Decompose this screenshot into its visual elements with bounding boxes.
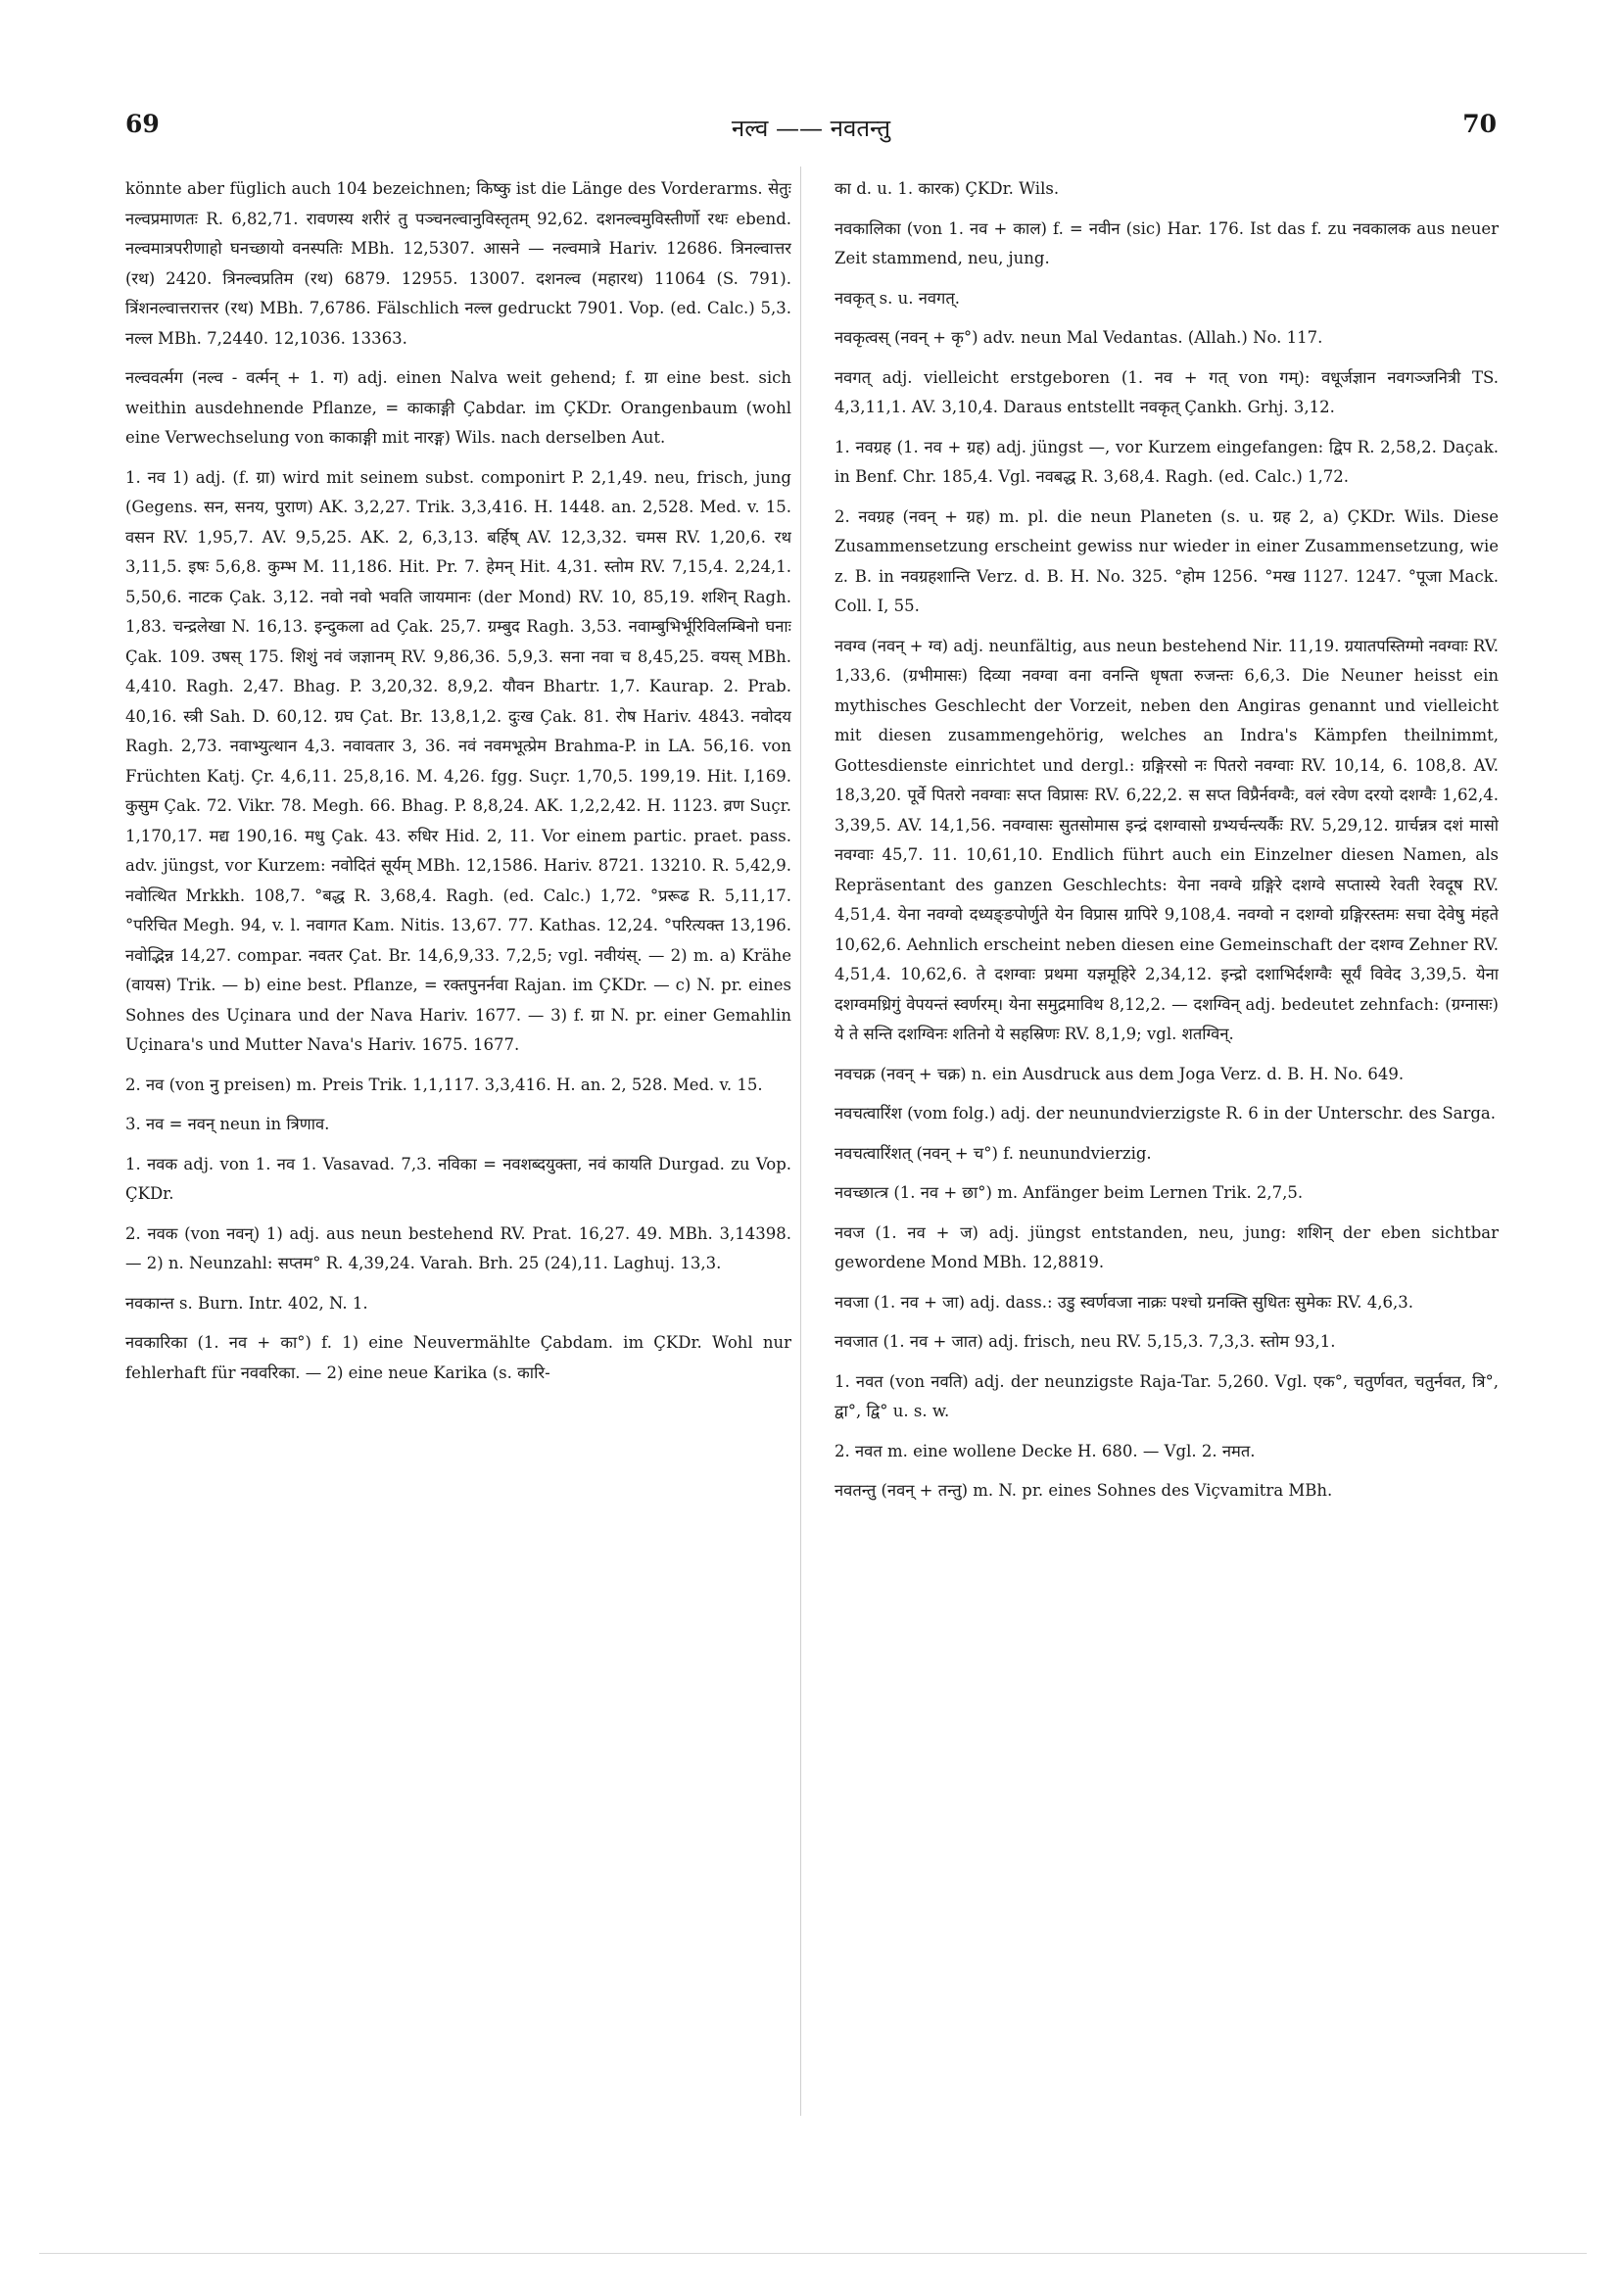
entry-paragraph: könnte aber füglich auch 104 bezeichnen; किष्कु ist die Länge des Vorderarms. सेतुः नल्वप्रमाणतः R. 6,82,71. रावणस्य शरीरं तु पञ्चनल्वानुविस्तृतम् 92,62. दशनल्वमुविस्तीर्णो रथः ebend. नल्वमात्रपरीणाहो घनच्छायो वनस्पतिः MBh. 12,5307. आसने — नल्वमात्रे Hariv. 12686. त्रिनल्वात्तर (रथ) 2420. त्रिनल्वप्रतिम (रथ) 6879. 12955. 13007. दशनल्व (महारथ) 11064 (S. 791). त्रिंशनल्वात्तरात्तर (रथ) MBh. 7,6786. Fälschlich नल्ल gedruckt 7901. Vop. (ed. Calc.) 5,3. नल्ल MBh. 7,2440. 12,1036. 13363. bbox=[125, 179, 791, 348]
entry-paragraph: नवजा (1. नव + जा) adj. dass.: उडु स्वर्णवजा नाक्रः पश्चो ग्रनक्ति सुधितः सुमेकः RV. 4,6,3. bbox=[835, 1292, 1414, 1312]
entry-paragraph: नल्ववर्त्मग (नल्व - वर्त्मन् + 1. ग) adj. einen Nalva weit gehend; f. ग्रा eine best. sich weithin ausdehnende Pflanze, = काकाङ्गी Çabdar. im ÇKDr. Orangenbaum (wohl eine Verwechselung von काकाङ्गी mit नारङ्ग) Wils. nach derselben Aut. bbox=[125, 368, 791, 447]
entry-paragraph: 2. नव (von नु preisen) m. Preis Trik. 1,1,117. 3,3,416. H. an. 2, 528. Med. v. 15. bbox=[125, 1075, 763, 1094]
entry-paragraph: नवतन्तु (नवन् + तन्तु) m. N. pr. eines Sohnes des Viçvamitra MBh. bbox=[835, 1481, 1333, 1500]
left-page-number: 69 bbox=[125, 110, 160, 138]
entry-paragraph: नवच्छात्त्र (1. नव + छा°) m. Anfänger beim Lernen Trik. 2,7,5. bbox=[835, 1183, 1304, 1202]
entry-paragraph: 3. नव = नवन् neun in त्रिणाव. bbox=[125, 1115, 330, 1133]
entry-paragraph: 1. नव 1) adj. (f. ग्रा) wird mit seinem subst. componirt P. 2,1,49. neu, frisch, jung (Gegens. सन, सनय, पुराण) AK. 3,2,27. Trik. 3,3,416. H. 1448. an. 2,528. Med. v. 15. वसन RV. 1,95,7. AV. 9,5,25. AK. 2, 6,3,13. बर्हिष् AV. 12,3,32. चमस RV. 1,20,6. रथ 3,11,5. इषः 5,6,8. कुम्भ M. 11,186. Hit. Pr. 7. हेमन् Hit. 4,31. स्तोम RV. 7,15,4. 2,24,1. 5,50,6. नाटक Çak. 3,12. नवो नवो भवति जायमानः (der Mond) RV. 10, 85,19. शशिन् Ragh. 1,83. चन्द्रलेखा N. 16,13. इन्दुकला ad Çak. 25,7. ग्रम्बुद Ragh. 3,53. नवाम्बुभिर्भूरिविलम्बिनो घनाः Çak. 109. उषस् 175. शिशुं नवं जज्ञानम् RV. 9,86,36. 5,9,3. सना नवा च 8,45,25. वयस् MBh. 4,410. Ragh. 2,47. Bhag. P. 3,20,32. 8,9,2. यौवन Bhartr. 1,7. Kaurap. 2. Prab. 40,16. स्त्री Sah. D. 60,12. ग्रघ Çat. Br. 13,8,1,2. दुःख Çak. 81. रोष Hariv. 4843. नवोदय Ragh. 2,73. नवाभ्युत्थान 4,3. नवावतार 3, 36. नवं नवमभूत्प्रेम Brahma-P. in LA. 56,16. von Früchten Katj. Çr. 4,6,11. 25,8,16. M. 4,26. fgg. Suçr. 1,70,5. 199,19. Hit. I,169. कुसुम Çak. 72. Vikr. 78. Megh. 66. Bhag. P. 8,8,24. AK. 1,2,2,42. H. 1123. व्रण Suçr. 1,170,17. मद्य 190,16. मधु Çak. 43. रुधिर Hid. 2, 11. Vor einem partic. praet. pass. adv. jüngst, vor Kurzem: नवोदितं सूर्यम् MBh. 12,1586. Hariv. 8721. 13210. R. 5,42,9. नवोत्थित Mrkkh. 108,7. °बद्ध R. 3,68,4. Ragh. (ed. Calc.) 1,72. °प्ररूढ R. 5,11,17. °परिचित Megh. 94, v. l. नवागत Kam. Nitis. 13,67. 77. Kathas. 12,24. °परित्यक्त 13,196. नवोद्भिन्न 14,27. compar. नवतर Çat. Br. 14,6,9,33. 7,2,5; vgl. नवीयंस्. — 2) m. a) Krähe (वायस) Trik. — b) eine best. Pflanze, = रक्तपुनर्नवा Rajan. im ÇKDr. — c) N. pr. eines Sohnes des Uçinara und der Nava Hariv. 1677. — 3) f. ग्रा N. pr. einer Gemahlin Uçinara's und Mutter Nava's Hariv. 1675. 1677. bbox=[125, 467, 791, 1054]
entry-paragraph: नवकृत् s. u. नवगत्. bbox=[835, 288, 960, 308]
entry-paragraph: 1. नवग्रह (1. नव + ग्रह) adj. jüngst —, vor Kurzem eingefangen: द्विप R. 2,58,2. Daçak. in Benf. Chr. 185,4. Vgl. नवबद्ध R. 3,68,4. Ragh. (ed. Calc.) 1,72. bbox=[835, 437, 1499, 486]
entry-paragraph: नवकृत्वस् (नवन् + कृ°) adv. neun Mal Vedantas. (Allah.) No. 117. bbox=[835, 328, 1323, 347]
right-page-number: 70 bbox=[1462, 110, 1497, 138]
entry-paragraph: नवग्व (नवन् + ग्व) adj. neunfältig, aus neun bestehend Nir. 11,19. ग्रयातपस्तिग्मो नवग्वाः RV. 1,33,6. (ग्रभीमासः) दिव्या नवग्वा वना वनन्ति धृषता रुजन्तः 6,6,3. Die Neuner heisst ein mythisches Geschlecht der Vorzeit, neben den Angiras genannt und vielleicht mit diesen zusammengehörig, welches an Indra's Kämpfen theilnimmt, Gottesdienste einrichtet und dergl.: ग्रङ्गिरसो नः पितरो नवग्वाः RV. 10,14, 6. 108,8. AV. 18,3,20. पूर्वे पितरो नवग्वाः सप्त विप्रासः RV. 6,22,2. स सप्त विप्रैर्नवग्वैः, वलं रवेण दरयो दशग्वैः 1,62,4. 3,39,5. AV. 14,1,56. नवग्वासः सुतसोमास इन्द्रं दशग्वासो ग्रभ्यर्चन्त्यर्कैः RV. 5,29,12. ग्रार्चन्नत्र दशं मासो नवग्वाः 45,7. 11. 10,61,10. Endlich führt auch ein Einzelner diesen Namen, als Repräsentant des ganzen Geschlechts: येना नवग्वे ग्रङ्गिरे दशग्वे सप्तास्ये रेवती रेवदूष RV. 4,51,4. येना नवग्वो दध्यङ्ङपोर्णुते येन विप्रास ग्रापिरे 9,108,4. नवग्वो न दशग्वो ग्रङ्गिरस्तमः सचा देवेषु मंहते 10,62,6. Aehnlich erscheint neben diesen eine Gemeinschaft der दशग्व Zehner RV. 4,51,4. 10,62,6. ते दशग्वाः प्रथमा यज्ञमूहिरे 2,34,12. इन्द्रो दशाभिर्दशग्वैः सूर्यं विवेद 3,39,5. येना दशग्वमध्रिगुं वेपयन्तं स्वर्णरम्। येना समुद्रमाविथ 8,12,2. — दशग्विन् adj. bedeutet zehnfach: (ग्रग्नासः) ये ते सन्ति दशग्विनः शतिनो ये सहस्रिणः RV. 8,1,9; vgl. शतग्विन्. bbox=[835, 636, 1499, 1043]
entry-paragraph: नवचत्वारिंश (vom folg.) adj. der neunundvierzigste R. 6 in der Unterschr. des Sarga. bbox=[835, 1104, 1497, 1123]
entry-paragraph: नवचक्र (नवन् + चक्र) n. ein Ausdruck aus dem Joga Verz. d. B. H. No. 649. bbox=[835, 1064, 1405, 1083]
left-column bbox=[125, 174, 791, 2094]
bottom-rule bbox=[39, 2253, 1587, 2254]
entry-paragraph: 2. नवग्रह (नवन् + ग्रह) m. pl. die neun Planeten (s. u. ग्रह 2, a) ÇKDr. Wils. Diese Zusammensetzung erscheint gewiss nur wieder in einer Zusammensetzung, wie z. B. in नवग्रहशान्ति Verz. d. B. H. No. 325. °होम 1256. °मख 1127. 1247. °पूजा Mack. Coll. I, 55. bbox=[835, 506, 1499, 615]
entry-paragraph: का d. u. 1. कारक) ÇKDr. Wils. bbox=[835, 179, 1060, 198]
entry-paragraph: 1. नवत (von नवति) adj. der neunzigste Raja-Tar. 5,260. Vgl. एक°, चतुर्णवत, चतुर्नवत, त्रि°, द्वा°, द्वि° u. s. w. bbox=[835, 1371, 1499, 1420]
entry-paragraph: नवजात (1. नव + जात) adj. frisch, neu RV. 5,15,3. 7,3,3. स्तोम 93,1. bbox=[835, 1332, 1336, 1351]
entry-paragraph: नवज (1. नव + ज) adj. jüngst entstanden, neu, jung: शशिन् der eben sichtbar gewordene Mond MBh. 12,8819. bbox=[835, 1222, 1499, 1271]
entry-paragraph: नवकान्त s. Burn. Intr. 402, N. 1. bbox=[125, 1293, 368, 1313]
entry-paragraph: नवकारिका (1. नव + का°) f. 1) eine Neuvermählte Çabdam. im ÇKDr. Wohl nur fehlerhaft für नववरिका. — 2) eine neue Karika (s. कारि- bbox=[125, 1333, 791, 1382]
running-head: नल्व —— नवतन्तु bbox=[731, 115, 891, 142]
entry-paragraph: 2. नवत m. eine wollene Decke H. 680. — Vgl. 2. नमत. bbox=[835, 1441, 1256, 1460]
entry-paragraph: नवकालिका (von 1. नव + काल) f. = नवीन (sic) Har. 176. Ist das f. zu नवकालक aus neuer Zeit stammend, neu, jung. bbox=[835, 218, 1499, 267]
right-column bbox=[835, 174, 1499, 2094]
entry-paragraph: 2. नवक (von नवन्) 1) adj. aus neun bestehend RV. Prat. 16,27. 49. MBh. 3,14398. — 2) n. Neunzahl: सप्तम° R. 4,39,24. Varah. Brh. 25 (24),11. Laghuj. 13,3. bbox=[125, 1223, 791, 1272]
entry-paragraph: नवचत्वारिंशत् (नवन् + च°) f. neunundvierzig. bbox=[835, 1143, 1152, 1163]
column-divider bbox=[800, 167, 801, 2116]
entry-paragraph: 1. नवक adj. von 1. नव 1. Vasavad. 7,3. नविका = नवशब्दयुक्ता, नवं कायति Durgad. zu Vop. ÇKDr. bbox=[125, 1154, 791, 1203]
page-header bbox=[125, 110, 1497, 149]
entry-paragraph: नवगत् adj. vielleicht erstgeboren (1. नव + गत् von गम्): वधूर्जज्ञान नवगञ्जनित्री TS. 4,3,11,1. AV. 3,10,4. Daraus entstellt नवकृत् Çankh. Grhj. 3,12. bbox=[835, 367, 1499, 416]
